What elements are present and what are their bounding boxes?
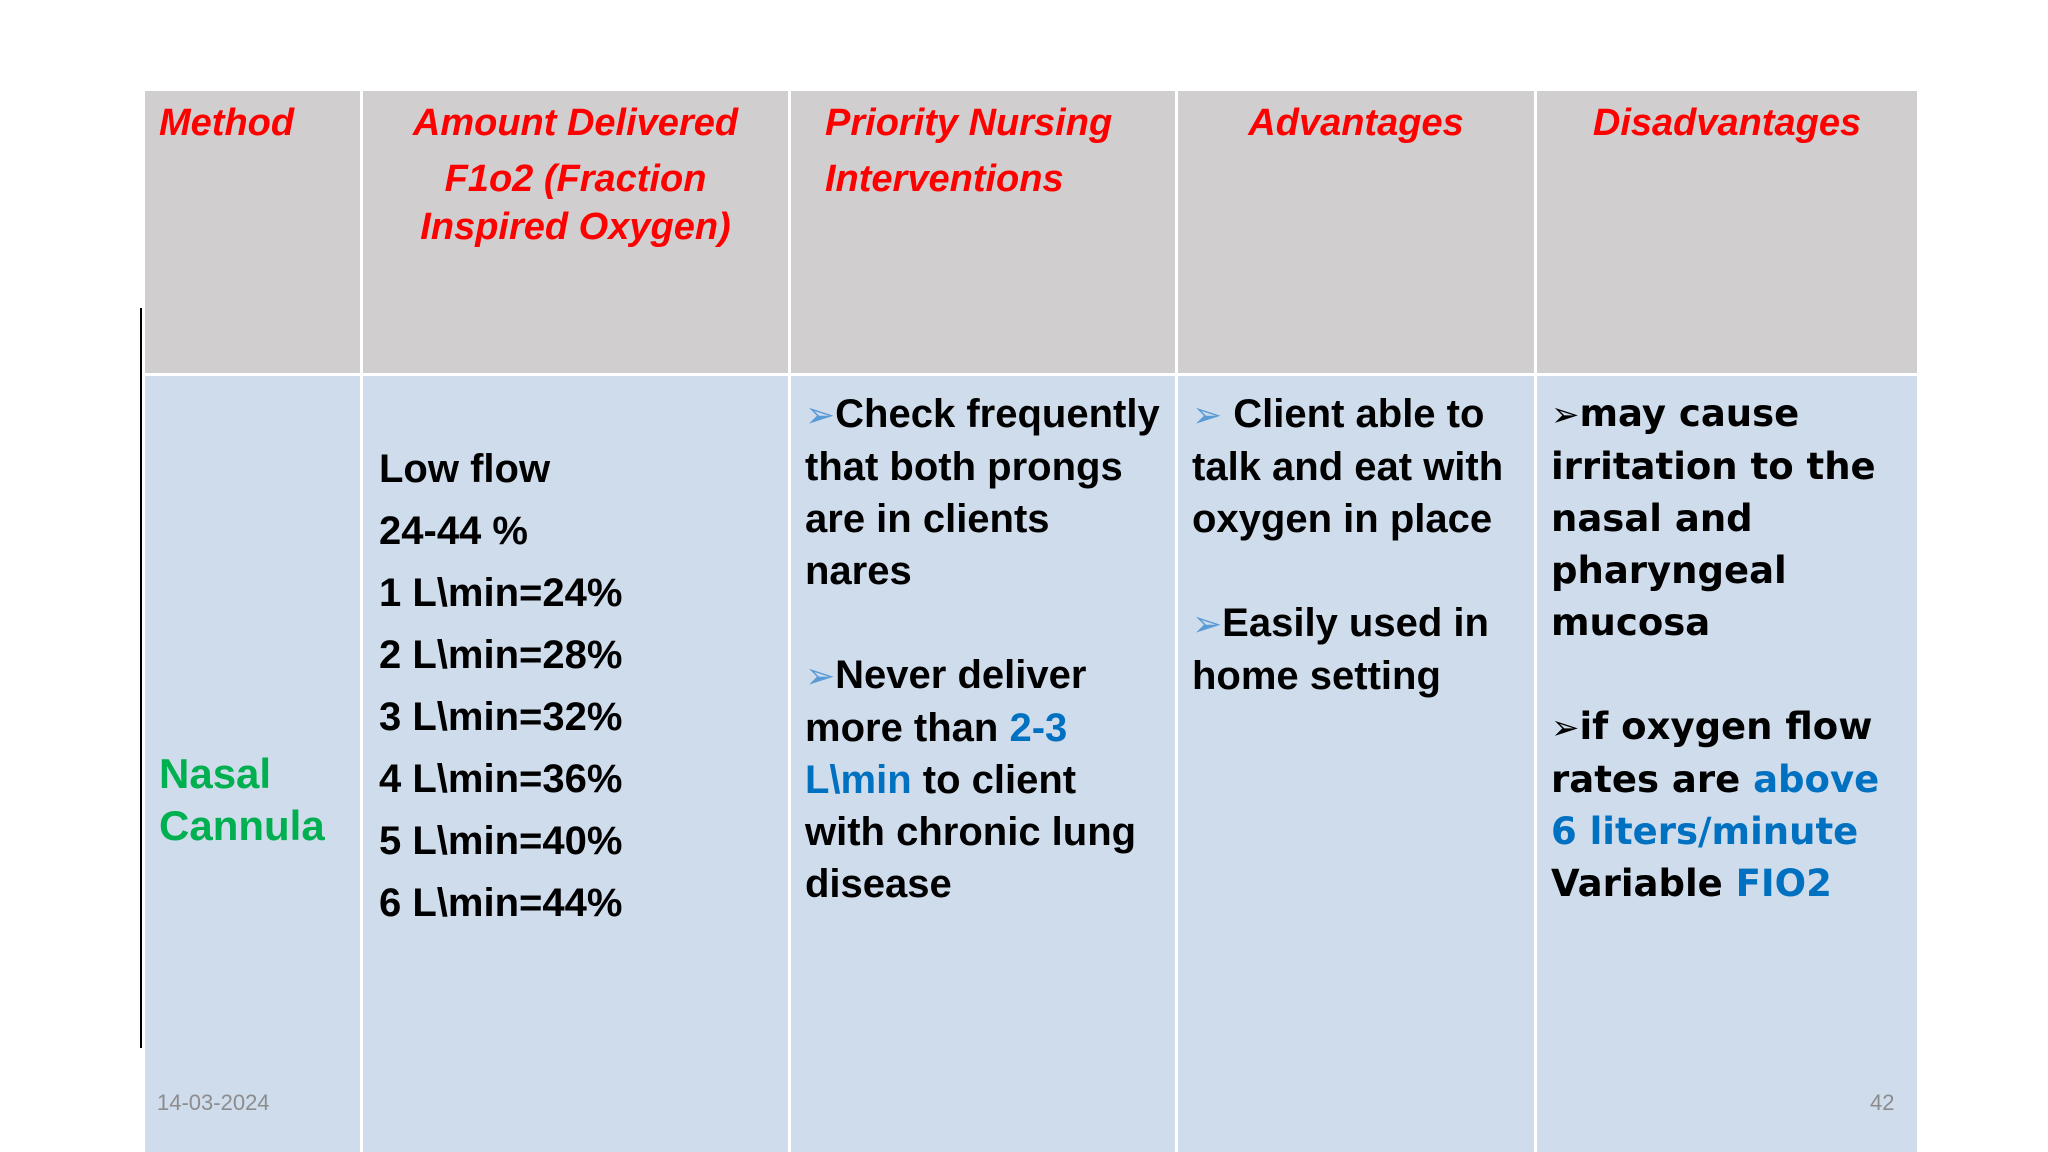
header-disadvantages	[1536, 90, 1919, 375]
advantage-bullet-1	[1192, 388, 1520, 545]
amount-item: 4 L\min=36%	[379, 757, 623, 801]
method-line1: Nasal	[159, 749, 272, 797]
cell-amount-delivered	[362, 375, 790, 1152]
header-advantages	[1177, 90, 1536, 375]
header-amount-delivered	[362, 90, 790, 375]
amount-item: 3 L\min=32%	[379, 695, 623, 739]
priority-bullet-1	[805, 388, 1161, 597]
arrow-bullet-icon: ➢	[805, 394, 836, 435]
arrow-bullet-icon: ➢	[1192, 394, 1223, 435]
advantage-text-2: Easily used in home setting	[1192, 601, 1489, 698]
header-advantages-label: Advantages	[1248, 102, 1464, 144]
disadvantage-text-3-highlight: FIO2	[1735, 862, 1832, 905]
amount-item: Low flow	[379, 447, 551, 491]
priority-text-1: Check frequently that both prongs are in clients nares	[805, 392, 1160, 593]
priority-text-2-post: to client with chronic lung disease	[805, 758, 1137, 906]
priority-bullet-2	[805, 649, 1161, 910]
header-priority-line1: Priority Nursing	[825, 102, 1113, 144]
disadvantage-text-3-pre: Variable	[1551, 862, 1736, 905]
header-amount-line2: F1o2 (Fraction	[444, 158, 707, 200]
cell-priority-interventions	[790, 375, 1177, 1152]
amount-item: 6 L\min=44%	[379, 881, 623, 925]
table-row	[144, 375, 1919, 1152]
header-disadvantages-label: Disadvantages	[1592, 102, 1862, 144]
advantage-bullet-2	[1192, 597, 1520, 702]
amount-item: 2 L\min=28%	[379, 633, 623, 677]
footer-page-number: 42	[1870, 1090, 1895, 1115]
header-amount-line1: Amount Delivered	[412, 102, 739, 144]
cell-method	[144, 375, 362, 1152]
cell-advantages	[1177, 375, 1536, 1152]
disadvantage-text-2-pre: if oxygen flow rates are	[1551, 705, 1873, 801]
amount-item: 24-44 %	[379, 509, 528, 553]
disadvantage-bullet-2	[1551, 701, 1903, 858]
method-line2: Cannula	[159, 801, 325, 849]
arrow-bullet-icon: ➢	[1192, 603, 1223, 644]
disadvantage-text-1: may cause irritation to the nasal and pharyngeal mucosa	[1551, 392, 1876, 644]
header-method-label: Method	[159, 102, 295, 144]
cell-disadvantages	[1536, 375, 1919, 1152]
disadvantage-line-3	[1551, 858, 1903, 910]
disadvantage-bullet-1	[1551, 388, 1903, 649]
header-priority-line2: Interventions	[825, 158, 1064, 200]
amount-item: 5 L\min=40%	[379, 819, 623, 863]
priority-text-2-highlight: 2-3 L\min	[805, 706, 1068, 802]
amount-item: 1 L\min=24%	[379, 571, 623, 615]
arrow-bullet-icon: ➢	[805, 655, 836, 696]
disadvantage-text-2-highlight: above 6 liters/minute	[1551, 758, 1880, 853]
arrow-bullet-icon: ➢	[1551, 395, 1580, 435]
header-amount-line3: Inspired Oxygen)	[420, 206, 731, 248]
header-method	[144, 90, 362, 375]
header-priority-nursing	[790, 90, 1177, 375]
footer-date: 14-03-2024	[157, 1090, 270, 1115]
oxygen-delivery-table	[142, 88, 1920, 1152]
arrow-bullet-icon: ➢	[1551, 708, 1580, 748]
advantage-text-1: Client able to talk and eat with oxygen in place	[1192, 392, 1504, 541]
priority-text-2-pre: Never deliver more than	[805, 653, 1087, 750]
table-header-row	[144, 90, 1919, 375]
